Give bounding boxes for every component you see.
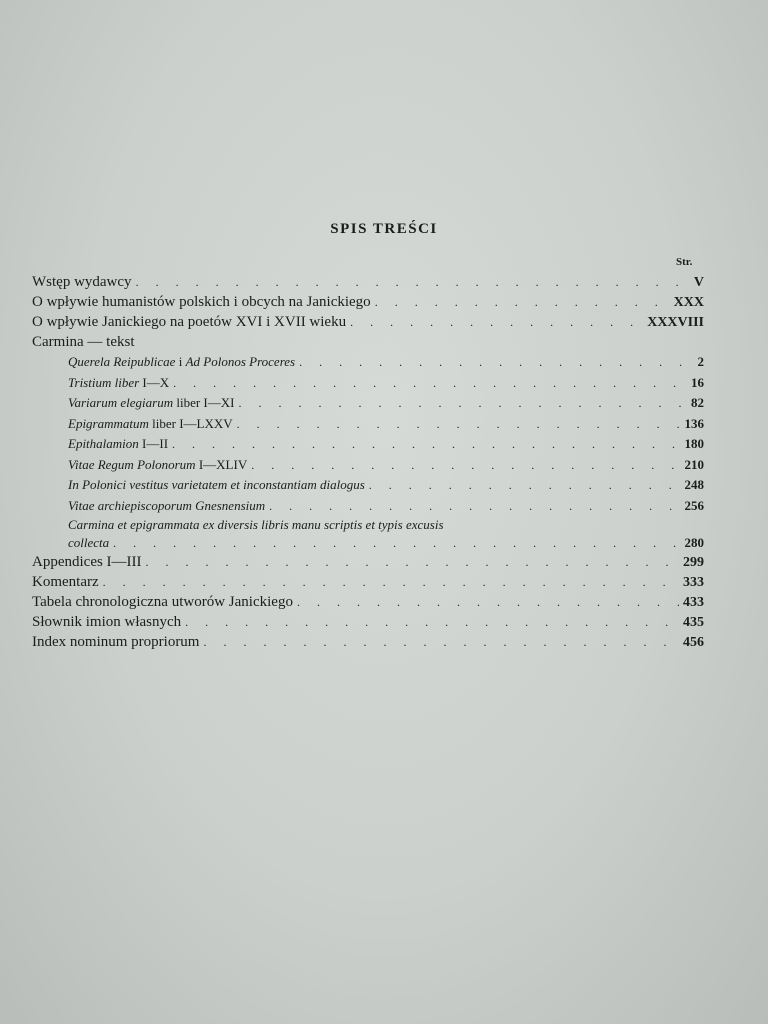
table-of-contents — [32, 272, 704, 652]
toc-entry-page: 435 — [683, 615, 704, 630]
dot-leader — [237, 414, 681, 434]
toc-entry-page: 299 — [683, 555, 704, 570]
toc-entry-title: Appendices I—III — [32, 554, 142, 570]
dot-leader — [172, 434, 680, 454]
toc-sub-entry-italic: Epithalamion — [68, 436, 139, 451]
dot-leader — [350, 312, 643, 332]
toc-sub-entry-italic: Vitae Regum Polonorum — [68, 456, 196, 472]
toc-entry-title: Wstęp wydawcy — [32, 274, 132, 290]
toc-sub-entry-plain: I—XLIV — [195, 456, 248, 472]
toc-entry-title: O wpływie humanistów polskich i obcych na Janickiego — [32, 294, 371, 310]
toc-entry-title: Słownik imion własnych — [32, 614, 182, 630]
toc-sub-entry-italic: In Polonici vestitus varietatem et inconstantiam dialogus — [68, 477, 365, 492]
toc-sub-entry-italic: Epigrammatum — [68, 415, 149, 431]
toc-sub-entry-page: 210 — [684, 456, 704, 472]
toc-sub-entry — [32, 516, 704, 534]
toc-sub-entry-page: 16 — [691, 374, 704, 390]
toc-sub-entry-italic: Tristium liber — [68, 374, 140, 390]
toc-entry — [32, 612, 704, 632]
dot-leader — [238, 393, 687, 413]
dot-leader — [297, 592, 679, 612]
toc-entry-title: Komentarz — [32, 574, 99, 590]
toc-entry — [32, 272, 704, 292]
toc-sub-entry-page: 180 — [684, 436, 704, 451]
toc-entry-title: Carmina — tekst — [32, 334, 135, 350]
toc-entry-page: V — [693, 275, 704, 290]
toc-entry — [32, 552, 704, 572]
dot-leader — [146, 552, 679, 572]
toc-sub-entry-plain: I—II — [138, 436, 169, 451]
toc-entry-page: 456 — [683, 635, 704, 650]
toc-sub-entry-title — [68, 352, 295, 372]
toc-sub-entry-italic: Variarum elegiarum — [68, 395, 174, 410]
toc-sub-entry — [32, 496, 704, 517]
dot-leader — [173, 373, 687, 393]
toc-sub-entry-continuation — [32, 534, 704, 552]
toc-sub-entry-page: 248 — [684, 477, 704, 492]
dot-leader — [203, 632, 679, 652]
toc-sub-entry-page: 82 — [691, 395, 704, 410]
dot-leader — [251, 455, 680, 475]
dot-leader — [113, 534, 680, 552]
toc-sub-entry-plain: liber I—XI — [173, 395, 235, 410]
toc-sub-entry-title: collecta — [68, 535, 110, 550]
toc-entry-title: Tabela chronologiczna utworów Janickiego — [32, 594, 293, 610]
toc-entry — [32, 312, 704, 332]
toc-entry — [32, 592, 704, 612]
toc-sub-entry-title — [68, 496, 265, 516]
toc-sub-entry — [32, 455, 704, 476]
toc-entry-page: 433 — [683, 595, 704, 610]
toc-sub-entry-title — [68, 434, 168, 454]
toc-section-heading — [32, 332, 704, 352]
toc-sub-entry-plain: liber I—LXXV — [148, 415, 233, 431]
toc-entry-title: O wpływie Janickiego na poetów XVI i XVII wieku — [32, 314, 347, 330]
toc-entry-page: XXX — [673, 295, 704, 310]
toc-entry — [32, 632, 704, 652]
toc-entry — [32, 572, 704, 592]
toc-entry — [32, 292, 704, 312]
toc-sub-entry-page: 2 — [697, 354, 704, 369]
toc-sub-entry-title — [68, 373, 169, 393]
toc-sub-entry — [32, 373, 704, 394]
dot-leader — [299, 352, 693, 372]
toc-sub-entry-page: 280 — [684, 535, 704, 550]
toc-sub-entry — [32, 352, 704, 373]
toc-sub-entry-title — [68, 475, 365, 495]
toc-sub-entry — [32, 414, 704, 435]
toc-sub-entry-plain: I—X — [139, 374, 170, 390]
page-title: SPIS TREŚCI — [330, 221, 438, 237]
dot-leader — [185, 612, 679, 632]
toc-sub-entry — [32, 393, 704, 414]
toc-sub-entry-title — [68, 455, 247, 475]
toc-entry-title: Index nominum propriorum — [32, 634, 200, 650]
toc-entry-page: 333 — [683, 575, 704, 590]
dot-leader — [375, 292, 670, 312]
toc-sub-entry — [32, 434, 704, 455]
pages-column-label: Str. — [676, 256, 693, 268]
toc-entry-page: XXXVIII — [647, 315, 704, 330]
toc-sub-entry-page: 256 — [684, 497, 704, 513]
toc-sub-entry-title — [68, 393, 234, 413]
toc-sub-entry-title: Carmina et epigrammata ex diversis libris manu scriptis et typis excusis — [68, 517, 444, 532]
dot-leader — [136, 272, 690, 292]
toc-sub-entry-page: 136 — [684, 415, 704, 431]
toc-sub-entry-italic: Querela Reipublicae — [68, 354, 176, 369]
toc-sub-entry-title — [68, 414, 233, 434]
toc-sub-entry-plain: i — [175, 354, 186, 369]
toc-sub-entry-italic: Ad Polonos Proceres — [185, 354, 296, 369]
dot-leader — [103, 572, 679, 592]
dot-leader — [269, 496, 680, 516]
toc-sub-entry-italic: Vitae archiepiscoporum Gnesnensium — [68, 497, 266, 513]
toc-sub-entry — [32, 475, 704, 496]
dot-leader — [369, 475, 681, 495]
